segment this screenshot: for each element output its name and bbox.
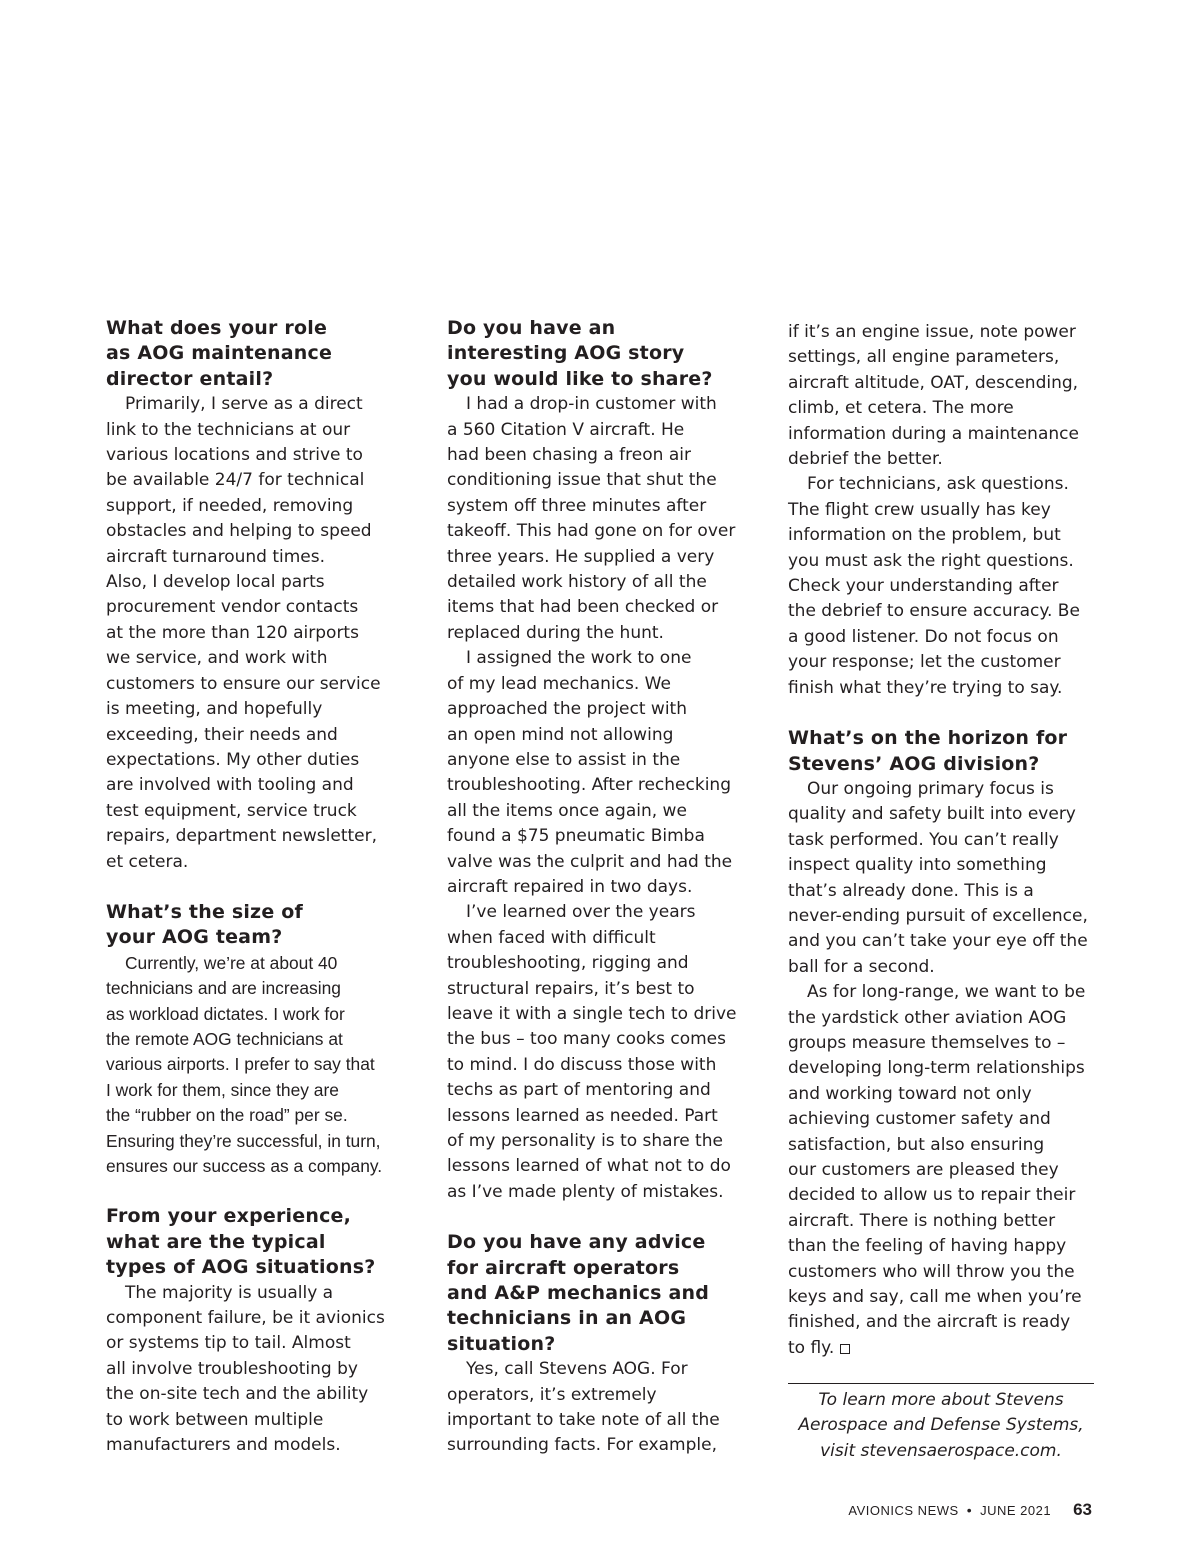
answer-horizon-p1: Our ongoing primary focus is quality and safety built into every task performed. You can’t really inspect quality into something that’s already done. This is a never-ending pursuit of excellence, and you can’t take your eye off the ball for a second. (788, 778, 1088, 977)
page-number: 63 (1073, 1500, 1092, 1519)
publication-name: AVIONICS NEWS (848, 1503, 959, 1518)
answer-story-p3: I’ve learned over the years when faced with difficult troubleshooting, rigging and structural repairs, it’s best to leave it with a single tech to drive the bus – too many cooks comes to mind. I do discuss those with techs as part of mentoring and lessons learned as needed. Part of my personality is to share the lessons learned of what not to do as I’ve made plenty of mistakes. (447, 902, 737, 1202)
answer-advice-p2: For technicians, ask questions. The flight crew usually has key information on the problem, but you must ask the right questions. Check your understanding after the debrief to ensure accuracy. Be a good listener. Do not focus on your response; let the customer finish what they’re trying to say. (788, 474, 1080, 698)
column-1 (106, 316, 396, 1458)
answer-team-size: Currently, we’re at about 40 technicians and are increasing as workload dictates. I work for the remote AOG technicians at various airports. I prefer to say that I work for them, since they are the “rubber on the road” per se. Ensuring they’re successful, in turn, ensures our success as a company. (106, 952, 383, 1176)
end-mark-icon (840, 1344, 850, 1354)
question-advice: Do you have any advice for aircraft operators and A&P mechanics and technicians in an AOG situation? (447, 1231, 710, 1355)
answer-advice: Yes, call Stevens AOG. For operators, it’s extremely important to take note of all the surrounding facts. For example, (447, 1359, 720, 1456)
question-team-size: What’s the size of your AOG team? (106, 900, 303, 949)
question-typical-situations: From your experience, what are the typical types of AOG situations? (106, 1205, 376, 1279)
question-story: Do you have an interesting AOG story you would like to share? (447, 317, 713, 390)
more-info-note (788, 1383, 1094, 1464)
answer-story-p2: I assigned the work to one of my lead mechanics. We approached the project with an open mind not allowing anyone else to assist in the troubleshooting. After rechecking all the items once again, we found a $75 pneumatic Bimba valve was the culprit and had the aircraft repaired in two days. (447, 648, 733, 897)
answer-typical-situations: The majority is usually a component failure, be it avionics or systems tip to tail. Almost all involve troubleshooting by the on-site tech and the ability to work between multiple manufacturers and models. (106, 1282, 385, 1456)
question-horizon: What’s on the horizon for Stevens’ AOG division? (788, 727, 1068, 775)
page-footer (848, 1500, 1092, 1520)
answer-horizon-p2 (788, 980, 1098, 1361)
more-info-text: To learn more about Stevens Aerospace and Defense Systems, visit stevensaerospace.com. (798, 1390, 1084, 1461)
answer-story-p1: I had a drop-in customer with a 560 Citation V aircraft. He had been chasing a freon air conditioning issue that shut the system off three minutes after takeoff. This had gone on for over three years. He supplied a very detailed work history of all the items that had been checked or replaced during the hunt. (447, 394, 736, 643)
issue-date: JUNE 2021 (980, 1503, 1052, 1518)
answer-role: Primarily, I serve as a direct link to the technicians at our various locations and strive to be available 24/7 for technical support, if needed, removing obstacles and helping to speed aircraft turnaround times. Also, I develop local parts procurement vendor contacts at the more than 120 airports we service, and work with customers to ensure our service is meeting, and hopefully exceeding, their needs and expectations. My other duties are involved with tooling and test equipment, service truck repairs, department newsletter, et cetera. (106, 394, 381, 872)
answer-advice-continued: if it’s an engine issue, note power settings, all engine parameters, aircraft altitude, OAT, descending, climb, et cetera. The more information during a maintenance debrief the better. (788, 322, 1079, 470)
column-2 (447, 316, 747, 1459)
footer-bullet: • (966, 1502, 973, 1518)
question-role: What does your role as AOG maintenance director entail? (106, 317, 333, 390)
answer-horizon-p2-text: As for long-range, we want to be the yardstick other aviation AOG groups measure themselves to – developing long-term relationships and working toward not only achieving customer safety and satisfaction, but also ensuring our customers are pleased they decided to allow us to repair their aircraft. There is nothing better than the feeling of having happy customers who will throw you the keys and say, call me when you’re finished, and the aircraft is ready to fly. (788, 982, 1086, 1358)
column-3 (788, 320, 1098, 1361)
